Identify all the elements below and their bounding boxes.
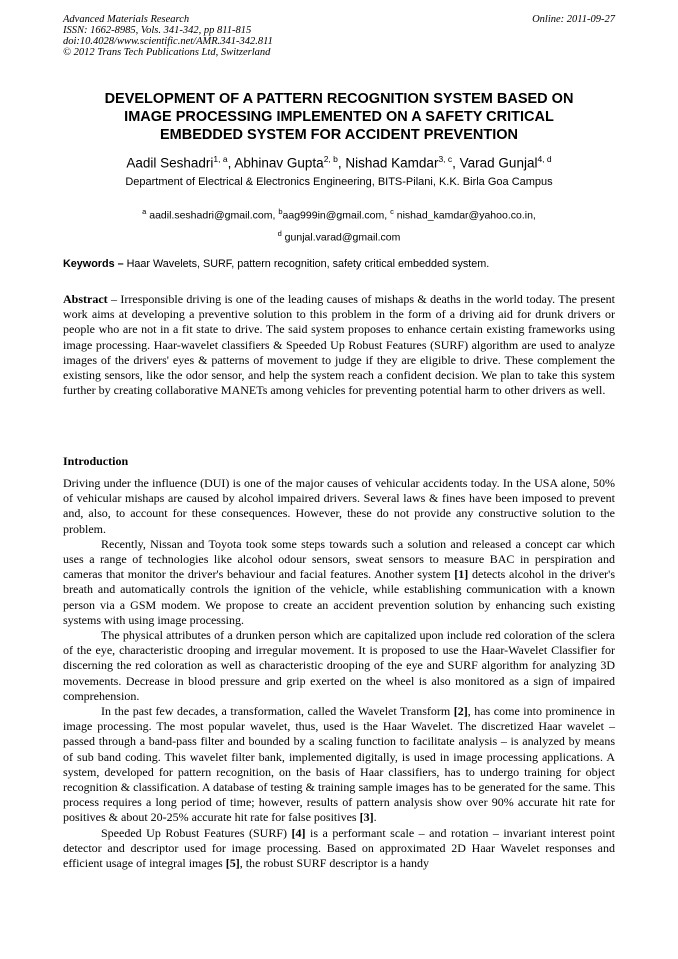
journal-name: Advanced Materials Research <box>63 14 190 25</box>
abstract-label: Abstract <box>63 292 108 306</box>
email-address: aadil.seshadri@gmail.com, <box>146 209 279 222</box>
paper-title <box>63 90 615 144</box>
author-affiliation-mark: 2, b <box>323 154 338 164</box>
citation: [3] <box>359 810 374 825</box>
email-mark: c <box>390 207 394 216</box>
text: , has come into prominence in image processing. The most popular wavelet, thus, used is the Haar Wavelet. The discretized Haar wavelet – passed through a band-pass filter and bounded by a scaling function to facilitate analysis – is analyzed by means of sub band coding. This wavelet filter bank, implemented digitally, is used in image processing applications. A system, developed for pattern recognition, on the basis of Haar classifiers, has to undergo training for object recognition & classification. A database of testing & training sample images has to be generated for the same. This process requires a long period of time; however, results of pattern analysis show over 90% accurate hit rate for positives & about 20-25% accurate hit rate for false positives <box>63 704 615 825</box>
author-separator: , <box>452 155 460 171</box>
author-affiliation-mark: 4, d <box>537 154 552 164</box>
author-name: Varad Gunjal <box>459 155 538 171</box>
abstract-paragraph <box>63 292 615 398</box>
keywords-text: Haar Wavelets, SURF, pattern recognition, safety critical embedded system. <box>123 258 490 270</box>
text: is a performant scale – and rotation – invariant interest point detector and descriptor used for image processing. Based on approximated 2D Haar Wavelet responses and efficient usage of integral images <box>63 825 615 871</box>
author-affiliation-mark: 3, c <box>438 154 453 164</box>
citation: [2] <box>453 704 468 719</box>
citation: [4] <box>291 825 306 840</box>
introduction-section <box>63 476 615 871</box>
author-separator: , <box>227 155 235 171</box>
paragraph <box>63 826 615 872</box>
abstract-text: – Irresponsible driving is one of the leading causes of mishaps & deaths in the world today. The present work aims at developing a preventive solution to this problem in the form of a driving aid for drunk drivers or people who are not in a fit state to drive. The said system proposes to enhance certain existing frameworks using image processing. Haar-wavelet classifiers & Speeded Up Robust Features (SURF) algorithm are used to analyze images of the drivers' eyes & patterns of movement to judge if they are eligible to drive. These complement the existing sensors, like the odor sensor, and help the system reach a confident decision. We plan to take this system further by creating collaborative MANETs among vehicles for preventing potential harm to other drivers as well. <box>63 292 615 398</box>
text: . <box>373 810 377 825</box>
keywords <box>63 258 615 270</box>
abstract <box>63 292 615 398</box>
online-date: Online: 2011-09-27 <box>532 14 615 25</box>
text: detects alcohol in the driver's breath and automatically controls the ignition of the vehicle, while establishing communication with a known person via a GSM modem. We propose to create an accident prevention solution by enhancing such existing systems with using image processing. <box>63 567 615 627</box>
email-address: gunjal.varad@gmail.com <box>281 231 401 243</box>
email-mark: a <box>142 207 147 216</box>
citation: [5] <box>225 856 240 871</box>
author-list <box>40 151 638 172</box>
affiliation: Department of Electrical & Electronics Engineering, BITS-Pilani, K.K. Birla Goa Campus <box>125 176 553 188</box>
title-line: EMBEDDED SYSTEM FOR ACCIDENT PREVENTION <box>160 127 518 143</box>
keywords-label: Keywords – <box>63 258 124 270</box>
author-name: Aadil Seshadri <box>126 155 214 171</box>
author-affiliation-mark: 1, a <box>213 154 228 164</box>
paragraph: The physical attributes of a drunken person which are capitalized upon include red coloration of the sclera of the eye, characteristic drooping and irregular movement. It is proposed to use the Haar-Wavelet Classifier for discerning the red coloration as well as characteristic drooping of the eye and SURF algorithm for analyzing 3D movements. Decrease in blood pressure and grip exerted on the wheel is also monitored as a sign of impaired comprehension. <box>63 628 615 703</box>
author-name: Nishad Kamdar <box>345 155 439 171</box>
title-line: DEVELOPMENT OF A PATTERN RECOGNITION SYSTEM BASED ON <box>104 91 574 107</box>
email-mark: b <box>278 207 283 216</box>
email-mark: d <box>277 228 282 238</box>
author-emails <box>63 203 615 246</box>
text: Speeded Up Robust Features (SURF) <box>101 825 292 840</box>
text: In the past few decades, a transformation, called the Wavelet Transform <box>101 704 454 719</box>
doi: doi:10.4028/www.scientific.net/AMR.341-342.811 <box>63 36 273 47</box>
author-name: Abhinav Gupta <box>234 155 324 171</box>
section-heading-introduction: Introduction <box>63 454 129 468</box>
email-address: aag999in@gmail.com, <box>282 209 391 222</box>
text: Recently, Nissan and Toyota took some steps towards such a solution and released a concept car which uses a range of technologies like alcohol odour sensors, sweat sensors to measure BAC in perspiration and cameras that monitor the driver's behaviour and facial features. Another system <box>63 536 615 582</box>
paragraph: Driving under the influence (DUI) is one of the major causes of vehicular accidents today. In the USA alone, 50% of vehicular mishaps are caused by alcohol impaired drivers. Several laws & fines have been imposed to prevent and, also, to account for these consequences. However, these do not provide any constructive solution to the problem. <box>63 476 615 536</box>
journal-header <box>63 14 615 58</box>
paragraph <box>63 537 615 628</box>
title-line: IMAGE PROCESSING IMPLEMENTED ON A SAFETY CRITICAL <box>124 109 554 125</box>
copyright: © 2012 Trans Tech Publications Ltd, Switzerland <box>63 47 271 58</box>
email-address: nishad_kamdar@yahoo.co.in, <box>393 209 536 222</box>
issn: ISSN: 1662-8985, Vols. 341-342, pp 811-815 <box>63 25 252 36</box>
paragraph <box>63 704 615 826</box>
citation: [1] <box>454 567 469 582</box>
text: , the robust SURF descriptor is a handy <box>239 856 430 871</box>
author-separator: , <box>337 155 346 171</box>
